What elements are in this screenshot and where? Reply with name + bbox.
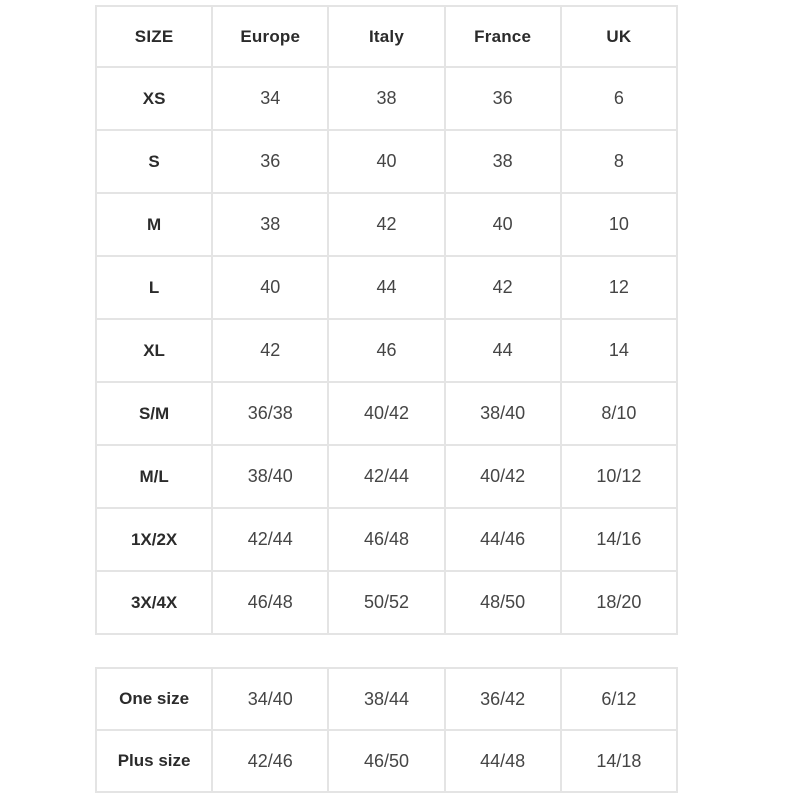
size-value-cell: 38 [445,130,561,193]
size-value-cell: 34 [212,67,328,130]
column-header-italy: Italy [328,6,444,67]
table-row [96,319,677,382]
table-row [96,668,677,730]
size-value-cell: 44 [328,256,444,319]
size-value-cell: 46/48 [212,571,328,634]
table-row [96,571,677,634]
row-size-label: 3X/4X [96,571,212,634]
size-value-cell: 42 [328,193,444,256]
size-value-cell: 6 [561,67,677,130]
size-value-cell: 36/42 [445,668,561,730]
size-value-cell: 14/18 [561,730,677,792]
size-value-cell: 12 [561,256,677,319]
table-row [96,256,677,319]
size-value-cell: 46 [328,319,444,382]
row-size-label: Plus size [96,730,212,792]
size-value-cell: 40 [445,193,561,256]
size-value-cell: 42 [212,319,328,382]
table-row [96,193,677,256]
size-value-cell: 38 [328,67,444,130]
one-size-table-body [96,668,677,792]
size-value-cell: 40 [328,130,444,193]
size-value-cell: 18/20 [561,571,677,634]
header-row [96,6,677,67]
size-value-cell: 50/52 [328,571,444,634]
size-value-cell: 40/42 [328,382,444,445]
column-header-uk: UK [561,6,677,67]
size-value-cell: 10/12 [561,445,677,508]
table-row [96,730,677,792]
row-size-label: S [96,130,212,193]
size-value-cell: 38/44 [328,668,444,730]
column-header-size: SIZE [96,6,212,67]
table-row [96,67,677,130]
column-header-europe: Europe [212,6,328,67]
table-row [96,508,677,571]
size-value-cell: 14 [561,319,677,382]
size-value-cell: 44/46 [445,508,561,571]
size-value-cell: 6/12 [561,668,677,730]
size-value-cell: 42 [445,256,561,319]
size-value-cell: 42/46 [212,730,328,792]
size-value-cell: 10 [561,193,677,256]
row-size-label: M/L [96,445,212,508]
size-value-cell: 42/44 [212,508,328,571]
row-size-label: L [96,256,212,319]
size-conversion-table [95,5,678,635]
size-value-cell: 46/50 [328,730,444,792]
table-row [96,130,677,193]
one-size-plus-size-table [95,667,678,793]
size-value-cell: 38/40 [445,382,561,445]
size-value-cell: 46/48 [328,508,444,571]
size-value-cell: 8 [561,130,677,193]
size-value-cell: 48/50 [445,571,561,634]
size-value-cell: 38/40 [212,445,328,508]
size-value-cell: 40 [212,256,328,319]
table-row [96,445,677,508]
size-value-cell: 36 [212,130,328,193]
size-table-body [96,67,677,634]
size-value-cell: 38 [212,193,328,256]
size-value-cell: 44/48 [445,730,561,792]
size-value-cell: 36 [445,67,561,130]
row-size-label: XL [96,319,212,382]
row-size-label: 1X/2X [96,508,212,571]
size-value-cell: 8/10 [561,382,677,445]
size-value-cell: 42/44 [328,445,444,508]
table-row [96,382,677,445]
row-size-label: One size [96,668,212,730]
size-value-cell: 40/42 [445,445,561,508]
row-size-label: XS [96,67,212,130]
size-value-cell: 34/40 [212,668,328,730]
size-value-cell: 44 [445,319,561,382]
size-value-cell: 14/16 [561,508,677,571]
column-header-france: France [445,6,561,67]
size-value-cell: 36/38 [212,382,328,445]
row-size-label: S/M [96,382,212,445]
row-size-label: M [96,193,212,256]
size-table-header [96,6,677,67]
